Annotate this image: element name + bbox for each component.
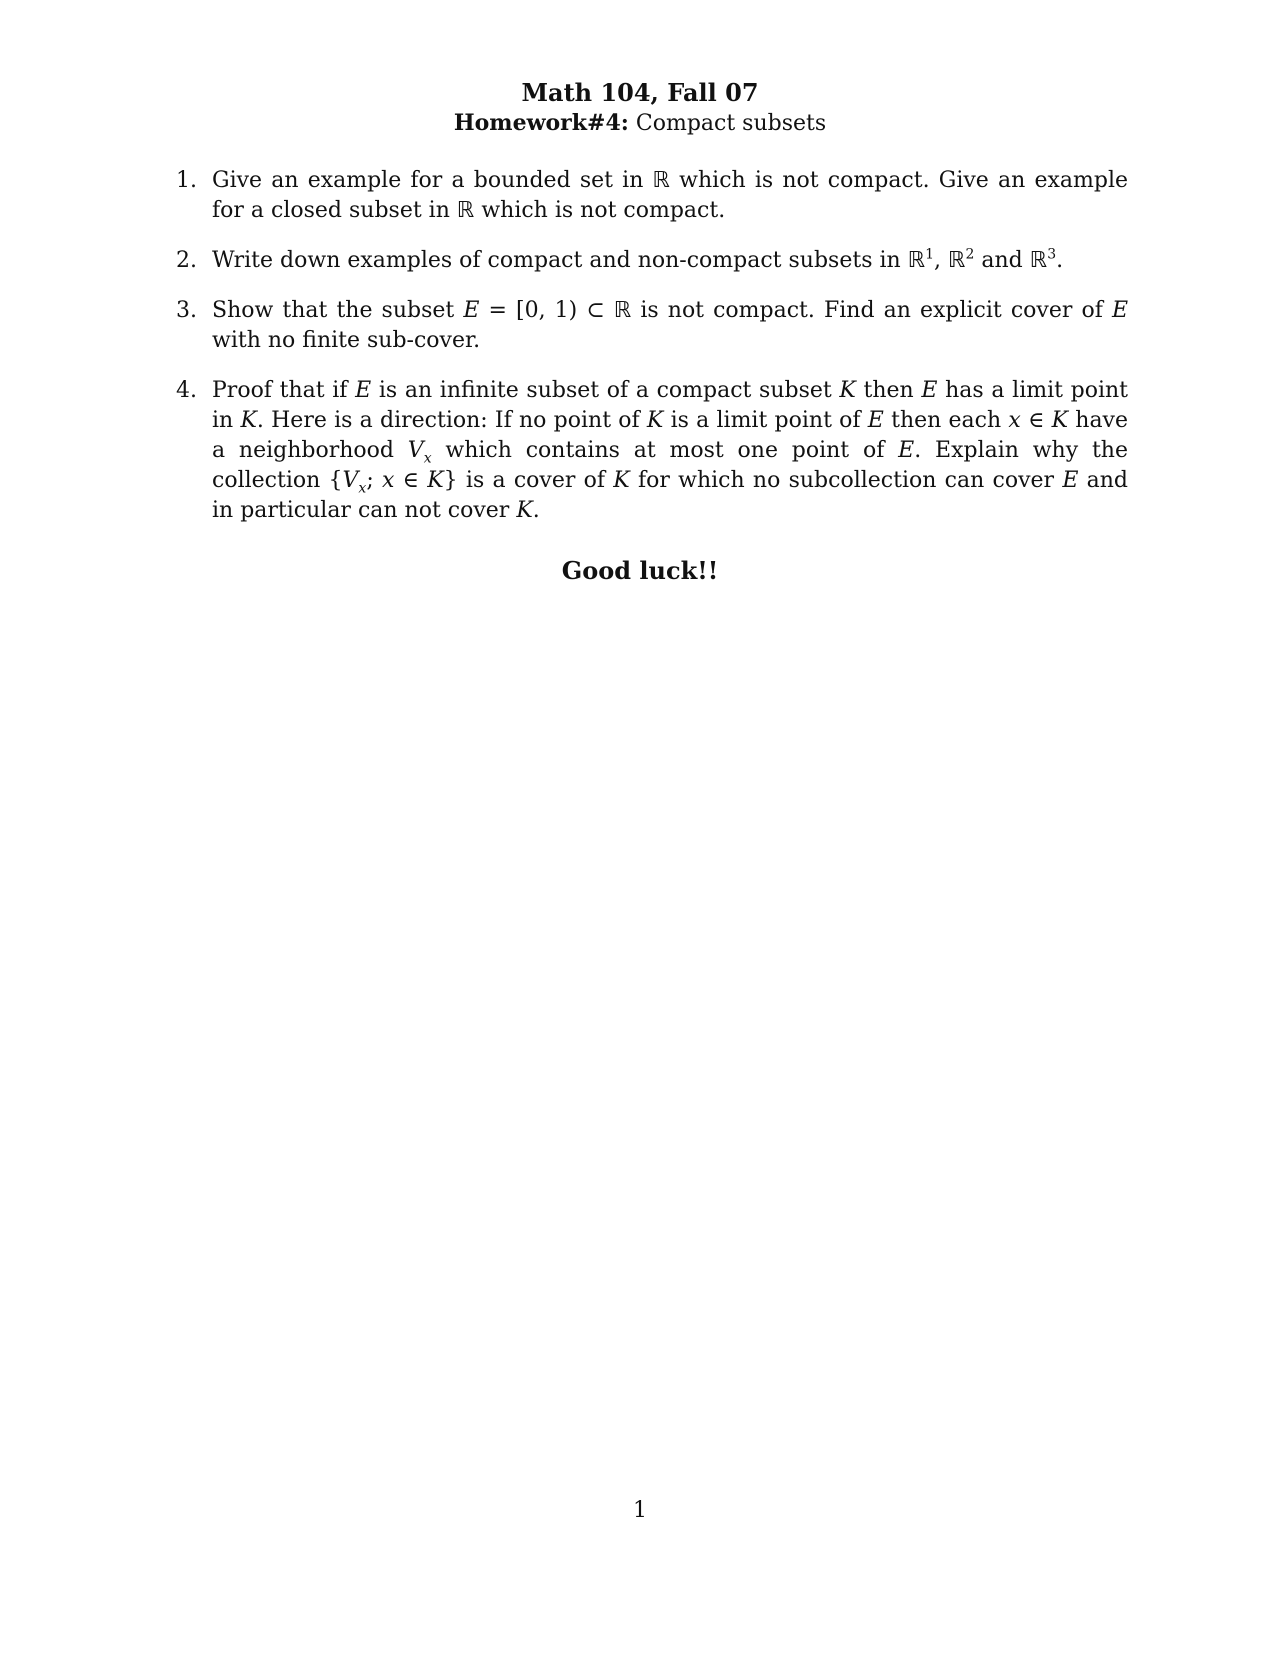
math-variable: V (342, 468, 359, 493)
homework-label: Homework#4: (453, 110, 629, 136)
reals-symbol: ℝ (1029, 248, 1048, 273)
math-variable: E (463, 298, 480, 323)
math-variable: V (407, 438, 424, 463)
problem-text: Write down examples of compact and non-compact subsets in (212, 248, 908, 273)
problem-text: and (974, 248, 1030, 273)
problem-text: and in particular can not cover (212, 468, 1128, 523)
problem-text: with no finite sub-cover. (212, 328, 481, 353)
problem-4 (176, 376, 1128, 526)
problem-1 (176, 166, 1128, 226)
problem-number: 4. (176, 378, 197, 403)
problem-text: is a limit point of (663, 408, 868, 433)
math-expression: ; (366, 468, 382, 493)
reals-symbol: ℝ (613, 298, 632, 323)
problem-list (176, 166, 1128, 546)
problem-text: for which no subcollection can cover (629, 468, 1063, 493)
math-variable: K (646, 408, 664, 433)
problem-text: Show that the subset (212, 298, 464, 323)
problem-text: then each (883, 408, 1009, 433)
problem-text: have a neighborhood (212, 408, 1129, 463)
problem-text: which contains at most one point of (431, 438, 899, 463)
course-title: Math 104, Fall 07 (521, 78, 759, 107)
problem-text: is an infinite subset of a compact subset (371, 378, 840, 403)
homework-title (0, 108, 1280, 139)
subscript: x (358, 480, 367, 497)
problem-text: which is not compact. (474, 198, 726, 223)
problem-text: , (934, 248, 949, 273)
math-expression: ∈ (394, 468, 428, 493)
math-variable: E (867, 408, 884, 433)
problem-text: . Here is a direction: If no point of (256, 408, 647, 433)
problem-number: 1. (176, 168, 197, 193)
math-variable: E (355, 378, 372, 403)
math-variable: x (1008, 408, 1021, 433)
problem-text: Proof that if (212, 378, 356, 403)
problem-text: . (532, 498, 540, 523)
problem-text: has a limit point in (212, 378, 1129, 433)
math-variable: K (427, 468, 444, 493)
math-variable: K (1051, 408, 1069, 433)
problem-text: . Explain why the collection { (212, 438, 1128, 493)
math-variable: E (1062, 468, 1079, 493)
math-variable: K (839, 378, 856, 403)
problem-text: . (1056, 248, 1064, 273)
problem-text: then (855, 378, 922, 403)
reals-symbol: ℝ (948, 248, 966, 273)
closing-remark: Good luck!! (561, 556, 719, 585)
problem-text: Give an example for a bounded set in (212, 168, 653, 193)
problem-text: which is not compact. Give an example for a closed subset in (212, 168, 1129, 223)
math-variable: K (240, 408, 257, 433)
reals-symbol: ℝ (456, 198, 475, 223)
math-expression: ∈ (1020, 408, 1052, 433)
document-header (0, 78, 1280, 139)
problem-text: is not compact. Find an explicit cover of (631, 298, 1112, 323)
problem-number: 2. (176, 248, 197, 273)
math-variable: E (921, 378, 938, 403)
exponent: 1 (925, 246, 935, 263)
homework-topic: Compact subsets (635, 111, 827, 136)
subscript: x (423, 450, 432, 467)
problem-text: } is a cover of (443, 468, 614, 493)
math-variable: K (613, 468, 630, 493)
page-number: 1 (633, 1498, 647, 1523)
problem-3 (176, 296, 1128, 356)
reals-symbol: ℝ (907, 248, 926, 273)
problem-number: 3. (176, 298, 197, 323)
problem-2 (176, 246, 1128, 276)
exponent: 2 (965, 246, 975, 263)
math-variable: x (382, 468, 395, 493)
math-variable: E (898, 438, 915, 463)
math-variable: E (1111, 298, 1128, 323)
exponent: 3 (1047, 246, 1057, 263)
math-expression: = [0, 1) ⊂ (479, 298, 614, 323)
reals-symbol: ℝ (652, 168, 670, 193)
math-variable: K (516, 498, 533, 523)
